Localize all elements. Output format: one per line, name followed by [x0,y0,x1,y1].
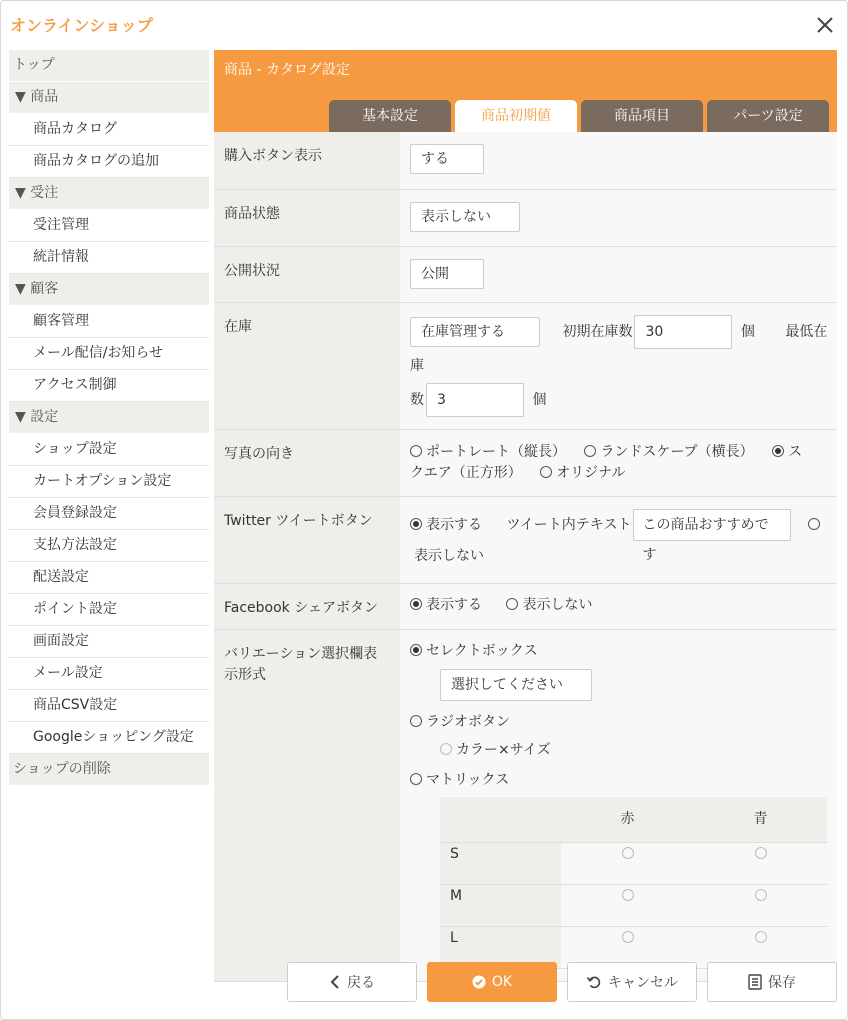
twitter-hide-radio[interactable] [808,518,820,530]
row-facebook [214,583,837,629]
initial-stock-input[interactable]: 30 [634,315,732,349]
sidebar-item-points[interactable]: ポイント設定 [9,594,209,626]
row-twitter [214,496,837,583]
check-circle-icon [472,975,486,989]
landscape-radio[interactable] [584,445,596,457]
twitter-hide-option[interactable] [808,517,824,533]
min-stock-label-a: 最低在庫 [410,323,828,374]
undo-icon [586,974,602,990]
panel-title: 商品 - カタログ設定 [214,50,837,91]
photo-square-label: クエア（正方形） [410,464,522,481]
matrix-row-l: L [440,927,561,969]
buy-button-label: 購入ボタン表示 [214,132,400,189]
min-stock-label-b: 数 [410,391,424,408]
save-label: 保存 [768,975,796,991]
sidebar-item-shipping[interactable]: 配送設定 [9,562,209,594]
cancel-button[interactable] [567,962,697,1002]
radio-button-radio[interactable] [410,715,422,727]
sidebar-item-mail-news[interactable]: メール配信/お知らせ [9,338,209,370]
photo-portrait-option[interactable]: ポートレート（縦長） [410,444,566,460]
row-variation [214,629,837,982]
facebook-show-radio[interactable] [410,598,422,610]
variation-select-box[interactable]: 選択してください [440,669,592,701]
sidebar-item-member-registration[interactable]: 会員登録設定 [9,498,209,530]
sidebar-item-statistics[interactable]: 統計情報 [9,242,209,274]
twitter-label: Twitter ツイートボタン [214,496,400,583]
facebook-hide-radio[interactable] [506,598,518,610]
color-size-radio[interactable] [440,743,452,755]
facebook-label: Facebook シェアボタン [214,583,400,629]
sidebar-section-products[interactable]: ▼ 商品 [9,82,209,114]
select-box-radio[interactable] [410,644,422,656]
chevron-left-icon [329,974,341,990]
sidebar-item-access-control[interactable]: アクセス制御 [9,370,209,402]
matrix-m-blue-radio[interactable] [755,889,767,901]
back-label: 戻る [347,975,375,991]
product-state-select[interactable]: 表示しない [410,202,520,232]
variation-matrix-option[interactable]: マトリックス [410,769,827,791]
sidebar [9,50,209,786]
min-stock-unit: 個 [532,391,547,408]
row-publish-state [214,246,837,302]
matrix-l-blue-radio[interactable] [755,931,767,943]
matrix-m-red-radio[interactable] [622,889,634,901]
tab-parts-settings[interactable]: パーツ設定 [707,100,829,132]
cancel-label: キャンセル [608,975,678,991]
stock-mode-select[interactable]: 在庫管理する [410,317,540,347]
buy-button-select[interactable]: する [410,144,484,174]
tweet-text-label: ツイート内テキスト [506,516,632,533]
row-photo-orientation [214,429,837,496]
sidebar-section-settings[interactable]: ▼ 設定 [9,402,209,434]
sidebar-item-add-catalog[interactable]: 商品カタログの追加 [9,146,209,178]
sidebar-item-screen[interactable]: 画面設定 [9,626,209,658]
publish-state-select[interactable]: 公開 [410,259,484,289]
sidebar-item-cart-options[interactable]: カートオプション設定 [9,466,209,498]
matrix-s-blue-radio[interactable] [755,847,767,859]
original-radio[interactable] [540,466,552,478]
sidebar-item-shop-settings[interactable]: ショップ設定 [9,434,209,466]
sidebar-item-mail-settings[interactable]: メール設定 [9,658,209,690]
facebook-show-option[interactable]: 表示する [410,597,482,613]
twitter-hide-label: 表示しない [414,547,484,564]
photo-square-option[interactable]: ス [772,444,802,460]
stock-label: 在庫 [214,302,400,429]
color-size-option[interactable]: カラー×サイズ [440,739,827,761]
matrix-col-red: 赤 [561,797,694,843]
document-icon [748,974,762,990]
square-radio[interactable] [772,445,784,457]
photo-landscape-option[interactable]: ランドスケープ（横長） [584,444,753,460]
matrix-col-blue: 青 [694,797,827,843]
twitter-show-option[interactable]: 表示する [410,517,482,533]
close-button[interactable] [813,13,837,37]
sidebar-item-top[interactable]: トップ [9,50,209,82]
sidebar-item-google-shopping[interactable]: Googleショッピング設定 [9,722,209,754]
matrix-corner [440,797,561,843]
variation-label: バリエーション選択欄表示形式 [214,629,400,982]
ok-button[interactable] [427,962,557,1002]
matrix-row [440,885,827,927]
row-stock [214,302,837,429]
variation-select-option[interactable]: セレクトボックス [410,640,827,662]
product-state-label: 商品状態 [214,189,400,246]
sidebar-item-catalog[interactable]: 商品カタログ [9,114,209,146]
twitter-show-radio[interactable] [410,518,422,530]
variation-radio-option[interactable]: ラジオボタン [410,711,827,733]
matrix-row-m: M [440,885,561,927]
sidebar-item-delete-shop[interactable]: ショップの削除 [9,754,209,786]
sidebar-section-orders[interactable]: ▼ 受注 [9,178,209,210]
close-icon [813,13,837,37]
row-buy-button [214,132,837,189]
portrait-radio[interactable] [410,445,422,457]
matrix-s-red-radio[interactable] [622,847,634,859]
save-button[interactable] [707,962,837,1002]
initial-stock-unit: 個 [740,323,755,340]
tab-basic-settings[interactable]: 基本設定 [329,100,451,132]
tab-bar [214,91,837,132]
sidebar-item-customer-management[interactable]: 顧客管理 [9,306,209,338]
back-button[interactable] [287,962,417,1002]
matrix-row-s: S [440,843,561,885]
tab-product-fields[interactable]: 商品項目 [581,100,703,132]
matrix-row [440,843,827,885]
row-product-state [214,189,837,246]
sidebar-section-customers[interactable]: ▼ 顧客 [9,274,209,306]
tweet-text-input[interactable]: この商品おすすめです [633,509,791,541]
tab-product-defaults[interactable]: 商品初期値 [455,100,577,132]
settings-form [214,132,837,982]
matrix-l-red-radio[interactable] [622,931,634,943]
facebook-hide-option[interactable]: 表示しない [506,597,592,613]
sidebar-item-order-management[interactable]: 受注管理 [9,210,209,242]
variation-matrix [440,797,827,970]
publish-state-label: 公開状況 [214,246,400,302]
ok-label: OK [491,974,513,990]
min-stock-input[interactable]: 3 [426,383,524,417]
initial-stock-label: 初期在庫数 [562,323,633,340]
dialog-title: オンラインショップ [10,16,153,35]
catalog-settings-panel [214,50,837,982]
matrix-radio[interactable] [410,773,422,785]
photo-original-option[interactable]: オリジナル [540,465,625,481]
sidebar-item-payment[interactable]: 支払方法設定 [9,530,209,562]
sidebar-item-csv[interactable]: 商品CSV設定 [9,690,209,722]
photo-orientation-label: 写真の向き [214,429,400,496]
